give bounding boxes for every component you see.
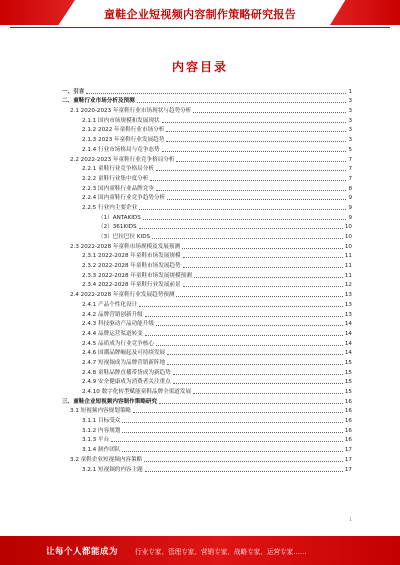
toc-leader-dots <box>167 199 346 200</box>
toc-entry[interactable] <box>62 144 352 154</box>
toc-entry-page: 14 <box>344 330 352 337</box>
toc-leader-dots <box>156 190 346 191</box>
toc-entry[interactable] <box>62 154 352 164</box>
toc-entry-page: 16 <box>344 427 352 434</box>
toc-entry[interactable] <box>62 270 352 280</box>
toc-entry-page: 17 <box>344 456 352 463</box>
toc-leader-dots <box>150 180 346 181</box>
toc-entry[interactable] <box>62 222 352 232</box>
toc-entry[interactable] <box>62 115 352 125</box>
toc-entry-label: 3.1 短视频内容规划策略 <box>70 408 132 415</box>
toc-leader-dots <box>176 161 346 162</box>
toc-entry[interactable] <box>62 86 352 96</box>
toc-leader-dots <box>162 151 347 152</box>
toc-entry[interactable] <box>62 377 352 387</box>
toc-entry[interactable] <box>62 202 352 212</box>
toc-leader-dots <box>183 257 343 258</box>
toc-entry[interactable] <box>62 309 352 319</box>
toc-entry[interactable] <box>62 367 352 377</box>
toc-leader-dots <box>145 316 343 317</box>
toc-entry-page: 9 <box>348 195 352 202</box>
toc-leader-dots <box>162 122 347 123</box>
toc-leader-dots <box>156 170 346 171</box>
toc-entry-label: （2）361KIDS <box>98 224 137 231</box>
toc-entry[interactable] <box>62 425 352 435</box>
toc-leader-dots <box>133 412 343 413</box>
toc-leader-dots <box>86 93 346 94</box>
toc-entry-label: 3.1.4 制作团队 <box>82 447 121 454</box>
toc-entry-page: 9 <box>348 214 352 221</box>
toc-leader-dots <box>176 296 342 297</box>
toc-entry-label: 2.1.4 行业市场格局与竞争态势 <box>82 146 160 153</box>
table-of-contents <box>62 86 352 474</box>
toc-leader-dots <box>193 112 346 113</box>
toc-entry-label: 2.4.3 科技驱动产品功能升级 <box>82 321 154 328</box>
toc-entry-label: 2.4.8 童鞋品牌直播带货成为新趋势 <box>82 369 171 376</box>
toc-entry-label: 3.1.3 平台 <box>82 437 110 444</box>
toc-entry-label: 2.3.2 2022-2028 年童鞋市场发展趋势 <box>82 263 181 270</box>
toc-entry-label: 2.4.2 品牌营销创新升级 <box>82 311 143 318</box>
toc-leader-dots <box>143 219 347 220</box>
toc-leader-dots <box>145 335 343 336</box>
toc-leader-dots <box>122 432 342 433</box>
toc-entry-label: 二、童鞋行业市场分析及预测 <box>62 98 135 105</box>
toc-heading: 内容目录 <box>171 60 228 74</box>
toc-entry[interactable] <box>62 435 352 445</box>
toc-entry[interactable] <box>62 164 352 174</box>
toc-entry-label: 2.3.4 2022-2028 年童鞋行业发展前景 <box>82 282 181 289</box>
toc-entry-label: 2.4.6 国潮品牌崛起及可持续发展 <box>82 350 166 357</box>
toc-entry-page: 14 <box>344 350 352 357</box>
toc-entry-page: 8 <box>348 185 352 192</box>
toc-entry[interactable] <box>62 193 352 203</box>
toc-entry-label: 2.3 2022-2028 年童鞋市场规模及发展预测 <box>70 243 181 250</box>
toc-leader-dots <box>194 277 343 278</box>
toc-entry[interactable] <box>62 406 352 416</box>
toc-entry[interactable] <box>62 338 352 348</box>
toc-leader-dots <box>139 228 343 229</box>
toc-leader-dots <box>139 306 343 307</box>
toc-entry-label: 2.2.5 行业内主要企业 <box>82 204 138 211</box>
toc-entry-page: 13 <box>344 301 352 308</box>
toc-entry-page: 7 <box>348 175 352 182</box>
toc-entry-label: 2.4 2022-2028 年童鞋行业发展趋势预测 <box>70 292 175 299</box>
toc-leader-dots <box>183 286 343 287</box>
toc-entry-page: 13 <box>344 292 352 299</box>
toc-entry-label: 2.1.2 2022 年童鞋行业市场分析 <box>82 127 165 134</box>
toc-entry-label: 3.1.2 内容规划 <box>82 427 121 434</box>
toc-entry-page: 3 <box>348 117 352 124</box>
toc-entry[interactable] <box>62 105 352 115</box>
toc-entry[interactable] <box>62 348 352 358</box>
toc-entry[interactable] <box>62 328 352 338</box>
toc-entry-label: 3.2 童鞋企业短视频内容策略 <box>70 456 143 463</box>
toc-leader-dots <box>167 354 343 355</box>
toc-entry-page: 3 <box>348 98 352 105</box>
toc-leader-dots <box>173 383 343 384</box>
toc-entry-label: 2.3.3 2022-2028 年童鞋市场发展规模预测 <box>82 272 192 279</box>
toc-entry-page: 14 <box>344 340 352 347</box>
toc-entry-page: 3 <box>348 108 352 115</box>
toc-leader-dots <box>139 209 346 210</box>
toc-entry-label: 2.2 2022-2023 年童鞋行业竞争格局分析 <box>70 156 175 163</box>
toc-entry-label: 3.1.1 目标受众 <box>82 418 121 425</box>
toc-entry-label: 2.3.1 2022-2028 年童鞋市场发展规模 <box>82 253 181 260</box>
toc-entry-page: 16 <box>344 398 352 405</box>
toc-leader-dots <box>122 451 342 452</box>
toc-entry-label: （3）巴拉巴拉 KIDS <box>98 234 151 240</box>
toc-leader-dots <box>145 471 343 472</box>
toc-entry-label: 一、引言 <box>62 88 85 95</box>
toc-entry[interactable] <box>62 396 352 406</box>
toc-entry[interactable] <box>62 289 352 299</box>
toc-entry-page: 3 <box>348 127 352 134</box>
toc-leader-dots <box>166 131 346 132</box>
header-left-red-band <box>0 0 75 25</box>
footer-slogan: 让每个人都能成为 <box>46 547 119 557</box>
toc-entry-page: 3 <box>348 137 352 144</box>
toc-entry-page: 14 <box>344 321 352 328</box>
footer-tagline: 行业专家、管理专家、营销专家、战略专家、运营专家…… <box>135 548 307 556</box>
toc-entry[interactable] <box>62 212 352 222</box>
toc-entry-page: 12 <box>344 282 352 289</box>
toc-entry-label: 2.4.9 安全健康成为消费者关注重点 <box>82 379 171 386</box>
toc-leader-dots <box>166 141 346 142</box>
toc-entry[interactable] <box>62 319 352 329</box>
toc-entry-page: 13 <box>344 311 352 318</box>
toc-entry-page: 17 <box>344 447 352 454</box>
toc-entry-label: 2.4.7 短视频成为品牌营销新阵地 <box>82 359 166 366</box>
toc-entry-page: 10 <box>344 234 352 240</box>
toc-entry[interactable] <box>62 280 352 290</box>
toc-entry-label: 2.4.10 数字化转型赋能童鞋品牌全渠道发展 <box>82 389 192 395</box>
header-right-red-band <box>330 0 400 25</box>
toc-entry-page: 17 <box>344 466 352 473</box>
toc-entry[interactable] <box>62 134 352 144</box>
page-footer <box>0 536 400 565</box>
toc-entry-label: 3.2.1 短视频的内容主题 <box>82 466 143 473</box>
toc-entry-page: 15 <box>344 359 352 366</box>
page-number: 1 <box>349 518 352 523</box>
toc-entry[interactable] <box>62 183 352 193</box>
toc-leader-dots <box>137 102 347 103</box>
toc-entry-page: 11 <box>344 272 352 279</box>
toc-entry[interactable] <box>62 231 352 241</box>
toc-entry[interactable] <box>62 299 352 309</box>
report-title: 童鞋企业短视频内容制作策略研究报告 <box>103 8 297 21</box>
toc-entry-page: 15 <box>344 379 352 386</box>
toc-entry-page: 15 <box>344 389 352 395</box>
toc-leader-dots <box>183 267 343 268</box>
toc-entry-label: 2.1 2020-2023 年童鞋行业市场现状与趋势分析 <box>70 108 192 115</box>
toc-entry[interactable] <box>62 444 352 454</box>
toc-leader-dots <box>111 441 343 442</box>
toc-entry-label: 2.2.2 童鞋行业集中度分析 <box>82 175 149 182</box>
toc-entry-label: 2.1.3 2023 年童鞋行业发展趋势 <box>82 137 165 144</box>
toc-entry[interactable] <box>62 251 352 261</box>
toc-entry-label: 2.4.4 品牌运营渠道转变 <box>82 330 143 337</box>
toc-entry[interactable] <box>62 357 352 367</box>
toc-leader-dots <box>182 248 343 249</box>
toc-entry-page: 7 <box>348 166 352 173</box>
toc-entry[interactable] <box>62 96 352 106</box>
header-divider <box>10 27 390 28</box>
toc-entry-page: 7 <box>348 156 352 163</box>
toc-entry[interactable] <box>62 386 352 396</box>
toc-leader-dots <box>144 461 343 462</box>
toc-leader-dots <box>156 325 343 326</box>
toc-leader-dots <box>152 238 343 239</box>
toc-entry-label: 2.4.5 品质成为行业竞争核心 <box>82 340 154 347</box>
toc-entry[interactable] <box>62 241 352 251</box>
toc-entry-page: 10 <box>344 243 352 250</box>
toc-entry[interactable] <box>62 260 352 270</box>
toc-leader-dots <box>156 345 343 346</box>
toc-entry-label: 2.2.4 国内童鞋行业竞争趋势分析 <box>82 195 166 202</box>
toc-entry-label: 2.2.3 国内童鞋行业品牌竞争 <box>82 185 154 192</box>
toc-entry[interactable] <box>62 125 352 135</box>
toc-leader-dots <box>159 403 343 404</box>
toc-leader-dots <box>193 393 343 394</box>
toc-entry[interactable] <box>62 454 352 464</box>
toc-entry-label: 2.4.1 产品个性化设计 <box>82 301 138 308</box>
toc-entry-label: 2.2.1 童鞋行业竞争格局分析 <box>82 166 154 173</box>
toc-leader-dots <box>122 422 342 423</box>
toc-entry[interactable] <box>62 173 352 183</box>
toc-entry-label: 三、童鞋企业短视频内容制作策略研究 <box>62 398 158 405</box>
toc-entry-page: 11 <box>344 253 352 260</box>
toc-entry-page: 5 <box>348 146 352 153</box>
toc-entry-page: 16 <box>344 437 352 444</box>
toc-entry-page: 9 <box>348 204 352 211</box>
toc-entry-label: 2.1.1 国内市场规模和发展现状 <box>82 117 160 124</box>
toc-entry-page: 16 <box>344 418 352 425</box>
page-header <box>0 0 400 30</box>
toc-entry-page: 11 <box>344 263 352 270</box>
toc-entry[interactable] <box>62 464 352 474</box>
toc-entry-page: 10 <box>344 224 352 231</box>
toc-entry-label: （1）ANTAKIDS <box>98 214 141 221</box>
toc-entry[interactable] <box>62 415 352 425</box>
toc-entry-page: 1 <box>348 88 352 95</box>
toc-leader-dots <box>173 374 343 375</box>
toc-entry-page: 15 <box>344 369 352 376</box>
toc-entry-page: 16 <box>344 408 352 415</box>
toc-leader-dots <box>167 364 343 365</box>
